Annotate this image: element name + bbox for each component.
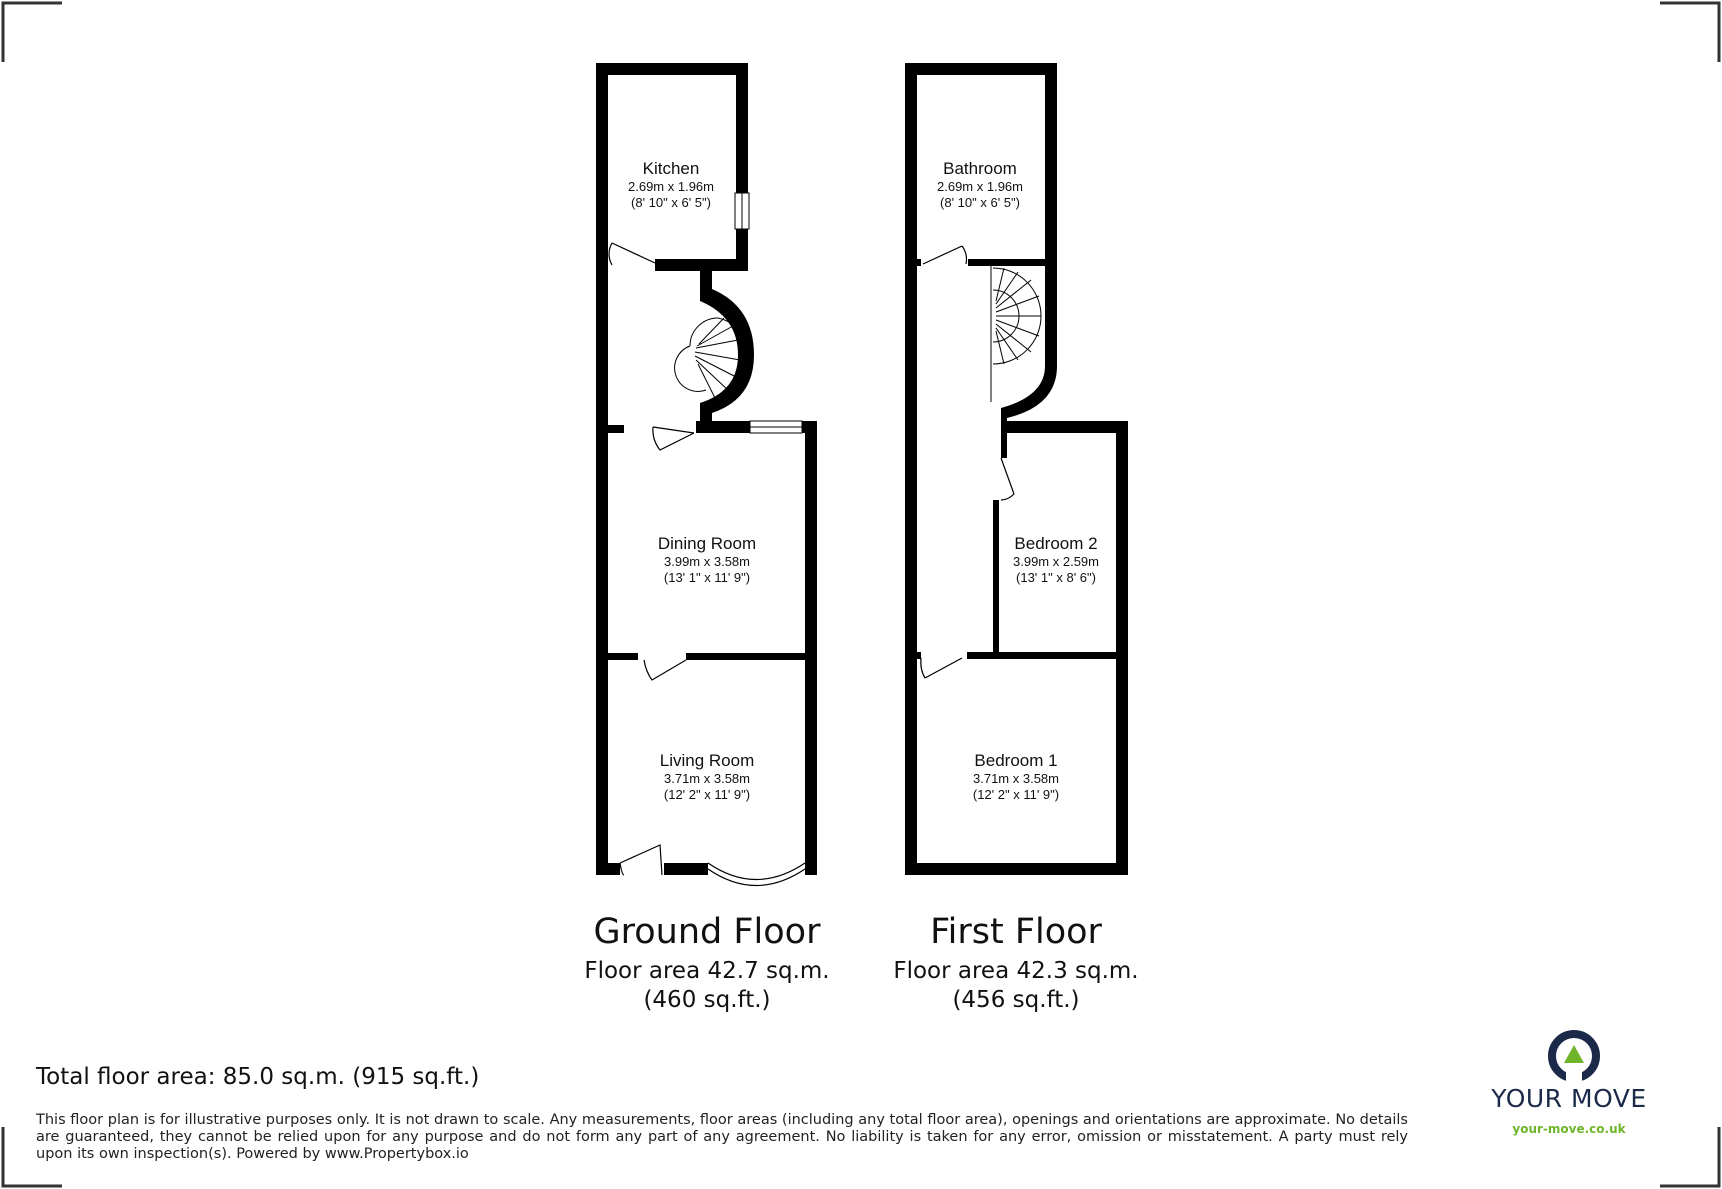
living-room-imperial: (12' 2" x 11' 9") xyxy=(663,787,751,802)
disclaimer-text: This floor plan is for illustrative purposes only. It is not drawn to scale. Any measurements, floor areas (including any total floor area), openings and orientations are approximate. No details are guaranteed, they cannot be relied upon for any purpose and do not form any part of any agreement. No liability is taken for any error, omission or misstatement. A party must rely upon its own inspection(s). Powered by www.Propertybox.io xyxy=(36,1112,1408,1162)
first-floor-caption xyxy=(893,912,1138,1013)
dining-room-name: Dining Room xyxy=(657,534,757,553)
first-floor-staircase xyxy=(991,266,1041,402)
bedroom-1-metric: 3.71m x 3.58m xyxy=(973,771,1059,786)
bathroom-metric: 2.69m x 1.96m xyxy=(937,179,1023,194)
room-label-living-room xyxy=(660,751,755,802)
kitchen-name: Kitchen xyxy=(642,159,700,178)
room-label-kitchen xyxy=(628,159,714,210)
ground-floor-title: Ground Floor xyxy=(593,912,821,952)
living-room-metric: 3.71m x 3.58m xyxy=(664,771,750,786)
living-bay-window xyxy=(708,863,805,886)
ground-floor-caption xyxy=(584,912,829,1013)
kitchen-imperial: (8' 10" x 6' 5") xyxy=(631,195,711,210)
ground-floor-plan xyxy=(584,63,829,1013)
bedroom-1-name: Bedroom 1 xyxy=(974,751,1058,770)
room-label-bathroom xyxy=(937,159,1023,210)
dining-window xyxy=(750,421,802,433)
room-label-dining-room xyxy=(658,534,756,585)
brand-name: YOUR MOVE xyxy=(1491,1084,1647,1113)
your-move-logo-icon xyxy=(1544,1030,1604,1086)
living-room-name: Living Room xyxy=(659,751,755,770)
kitchen-metric: 2.69m x 1.96m xyxy=(628,179,714,194)
first-floor-title: First Floor xyxy=(930,912,1102,952)
room-label-bedroom-1 xyxy=(973,751,1059,802)
dining-room-metric: 3.99m x 3.58m xyxy=(664,554,750,569)
first-floor-area-imperial: (456 sq.ft.) xyxy=(952,987,1080,1013)
bedroom-2-imperial: (13' 1" x 8' 6") xyxy=(1016,570,1096,585)
bathroom-imperial: (8' 10" x 6' 5") xyxy=(940,195,1020,210)
brand-url: your-move.co.uk xyxy=(1512,1122,1626,1136)
kitchen-window xyxy=(735,193,749,229)
bathroom-name: Bathroom xyxy=(943,159,1017,178)
dining-room-imperial: (13' 1" x 11' 9") xyxy=(663,570,751,585)
ground-floor-area-imperial: (460 sq.ft.) xyxy=(643,987,771,1013)
total-floor-area: Total floor area: 85.0 sq.m. (915 sq.ft.) xyxy=(36,1064,480,1090)
first-floor-area-metric: Floor area 42.3 sq.m. xyxy=(893,958,1139,984)
bedroom-2-name: Bedroom 2 xyxy=(1014,534,1098,553)
bedroom-2-metric: 3.99m x 2.59m xyxy=(1013,554,1099,569)
first-floor-plan xyxy=(893,63,1138,1013)
room-label-bedroom-2 xyxy=(1013,534,1099,585)
ground-floor-area-metric: Floor area 42.7 sq.m. xyxy=(584,958,830,984)
bedroom-1-imperial: (12' 2" x 11' 9") xyxy=(972,787,1060,802)
corner-marks xyxy=(3,3,1719,1186)
